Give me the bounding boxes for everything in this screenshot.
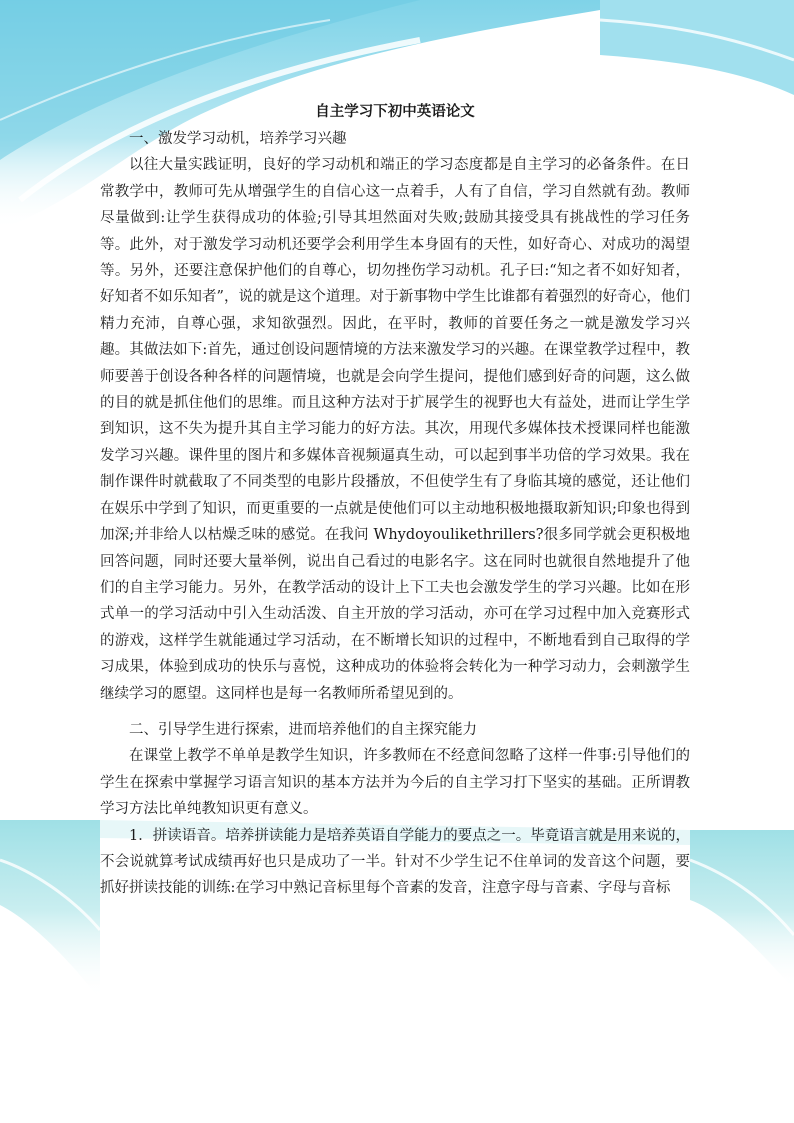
section-gap	[100, 707, 690, 717]
section1-heading: 一、激发学习动机，培养学习兴趣	[129, 131, 347, 147]
section1-paragraph: 以往大量实践证明，良好的学习动机和端正的学习态度都是自主学习的必备条件。在日常教学中，教师可先从增强学生的自信心这一点着手，人有了自信，学习自然就有劲。教师尽量做到:让学生获得成功的体验;引导其坦然面对失败;鼓励其接受具有挑战性的学习任务等。此外，对于激发学习动机还要学会利用学生本身固有的天性，如好奇心、对成功的渴望等。另外，还要注意保护他们的自尊心，切勿挫伤学习动机。孔子曰:“知之者不如好知者，好知者不如乐知者”，说的就是这个道理。对于新事物中学生比谁都有着强烈的好奇心，他们精力充沛，自尊心强，求知欲强烈。因此，在平时，教师的首要任务之一就是激发学习兴趣。其做法如下:首先，通过创设问题情境的方法来激发学习的兴趣。在课堂教学过程中，教师要善于创设各种各样的问题情境，也就是会向学生提问，提他们感到好奇的问题，这么做的目的就是抓住他们的思维。而且这种方法对于扩展学生的视野也大有益处，进而让学生学到知识，这不失为提升其自主学习能力的好方法。其次，用现代多媒体技术授课同样也能激发学习兴趣。课件里的图片和多媒体音视频逼真生动，可以起到事半功倍的学习效果。我在制作课件时就截取了不同类型的电影片段播放，不但使学生有了身临其境的感觉，还让他们在娱乐中学到了知识，而更重要的一点就是使他们可以主动地积极地摄取新知识;印象也得到加深;并非给人以枯燥乏味的感觉。在我问 Whydoyoulikethrillers?很多同学就会更积极地回答问题，同时还要大量举例，说出自己看过的电影名字。这在同时也就很自然地提升了他们的自主学习能力。另外，在教学活动的设计上下工夫也会激发学生的学习兴趣。比如在形式单一的学习活动中引入生动活泼、自主开放的学习活动，亦可在学习过程中加入竞赛形式的游戏，这样学生就能通过学习活动，在不断增长知识的过程中，不断地看到自己取得的学习成果，体验到成功的快乐与喜悦，这种成功的体验将会转化为一种学习动力，会刺激学生继续学习的愿望。这同样也是每一名教师所希望见到的。	[100, 157, 690, 702]
document-title: 自主学习下初中英语论文	[315, 103, 475, 120]
section2-heading: 二、引导学生进行探索，进而培养他们的自主探究能力	[129, 721, 477, 738]
section2-paragraph: 在课堂上教学不单单是教学生知识，许多教师在不经意间忽略了这样一件事:引导他们的学生在探索中掌握学习语言知识的基本方法并为今后的自主学习打下坚实的基础。正所谓教学习方法比单纯教知识更有意义。	[100, 748, 690, 818]
document-page	[100, 100, 690, 902]
section2-item1: 1．拼读语音。培养拼读能力是培养英语自学能力的要点之一。毕竟语言就是用来说的，不会说就算考试成绩再好也只是成功了一半。针对不少学生记不住单词的发音这个问题，要抓好拼读技能的训练:在学习中熟记音标里每个音素的发音，注意字母与音素、字母与音标	[100, 827, 690, 897]
